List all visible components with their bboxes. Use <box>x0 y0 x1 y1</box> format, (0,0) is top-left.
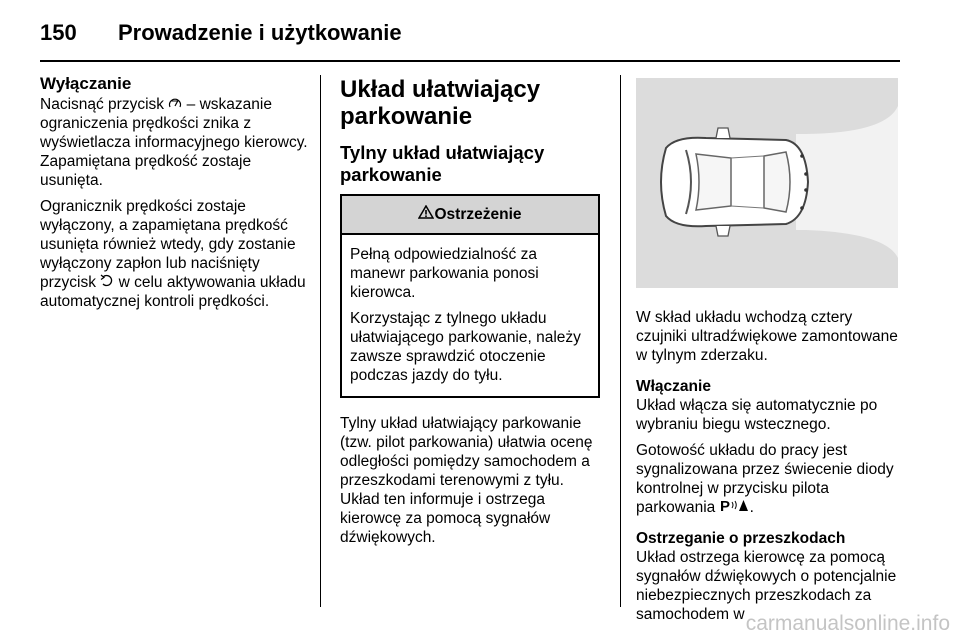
paragraph: Układ włącza się automatycznie po wybraniu biegu wstecznego. <box>636 397 878 433</box>
text: Gotowość układu do pracy jest sygnalizowana przez świecenie diody kontrolnej w przycisku pilota parkowania <box>636 442 894 516</box>
paragraph: Układ ostrzega kierowcę za pomocą sygnałów dźwiękowych o potencjalnie niebezpiecznych przeszkodach za samochodem w <box>636 549 897 623</box>
page-number: 150 <box>40 20 77 45</box>
warning-label: Ostrzeżenie <box>434 206 522 223</box>
svg-text:P: P <box>719 498 730 512</box>
text: w celu aktywowania układu automatycznej kontroli prędkości. <box>40 274 306 310</box>
park-pilot-icon <box>720 498 750 517</box>
resume-icon <box>100 273 114 292</box>
warning-header <box>342 196 598 235</box>
paragraph: W skład układu wchodzą cztery czujniki ultradźwiękowe zamontowane w tylnym zderzaku. <box>636 309 898 364</box>
section-subtitle: Tylny układ ułatwiający parkowanie <box>340 142 545 185</box>
header-rule <box>40 60 900 62</box>
paragraph <box>40 95 310 190</box>
subsection-heading: Włączanie <box>636 378 711 395</box>
page-header <box>40 14 920 50</box>
paragraph <box>40 197 310 311</box>
text: . <box>749 499 754 516</box>
section-heading: Wyłączanie <box>40 74 132 93</box>
column-divider <box>620 75 621 607</box>
speed-limiter-icon <box>168 95 182 114</box>
warning-body <box>342 235 598 396</box>
car-sensor-illustration <box>636 78 898 288</box>
warning-triangle-icon <box>418 205 434 224</box>
text: – wskazanie ograniczenia prędkości znika z wyświetlacza informacyjnego kierowcy. Zapamiętana prędkość zostaje usunięta. <box>40 96 308 189</box>
text: Nacisnąć przycisk <box>40 96 169 113</box>
warning-box <box>340 194 600 398</box>
paragraph <box>636 441 906 517</box>
paragraph: Tylny układ ułatwiający parkowanie (tzw. pilot parkowania) ułatwia ocenę odległości pomiędzy samochodem a przeszkodami terenowymi z tyłu. Układ ten informuje i ostrzega kierowcę za pomocą sygnałów dźwiękowych. <box>340 415 593 546</box>
section-title: Układ ułatwiający parkowanie <box>340 76 541 130</box>
column-divider <box>320 75 321 607</box>
left-column <box>40 72 310 318</box>
text: Ogranicznik prędkości zostaje wyłączony, a zapamiętana prędkość usunięta również wtedy, gdy zostanie wyłączony zapłon lub naciśnięty przycisk <box>40 198 296 291</box>
watermark: carmanualsonline.info <box>745 612 950 635</box>
chapter-title: Prowadzenie i użytkowanie <box>118 20 402 45</box>
right-column <box>636 78 906 631</box>
warning-text: Pełną odpowiedzialność za manewr parkowania ponosi kierowca. <box>350 246 539 301</box>
middle-column <box>340 72 604 554</box>
subsection-heading: Ostrzeganie o przeszkodach <box>636 530 846 547</box>
warning-text: Korzystając z tylnego układu ułatwiającego parkowanie, należy zawsze sprawdzić otoczenie podczas jazdy do tyłu. <box>350 310 581 384</box>
